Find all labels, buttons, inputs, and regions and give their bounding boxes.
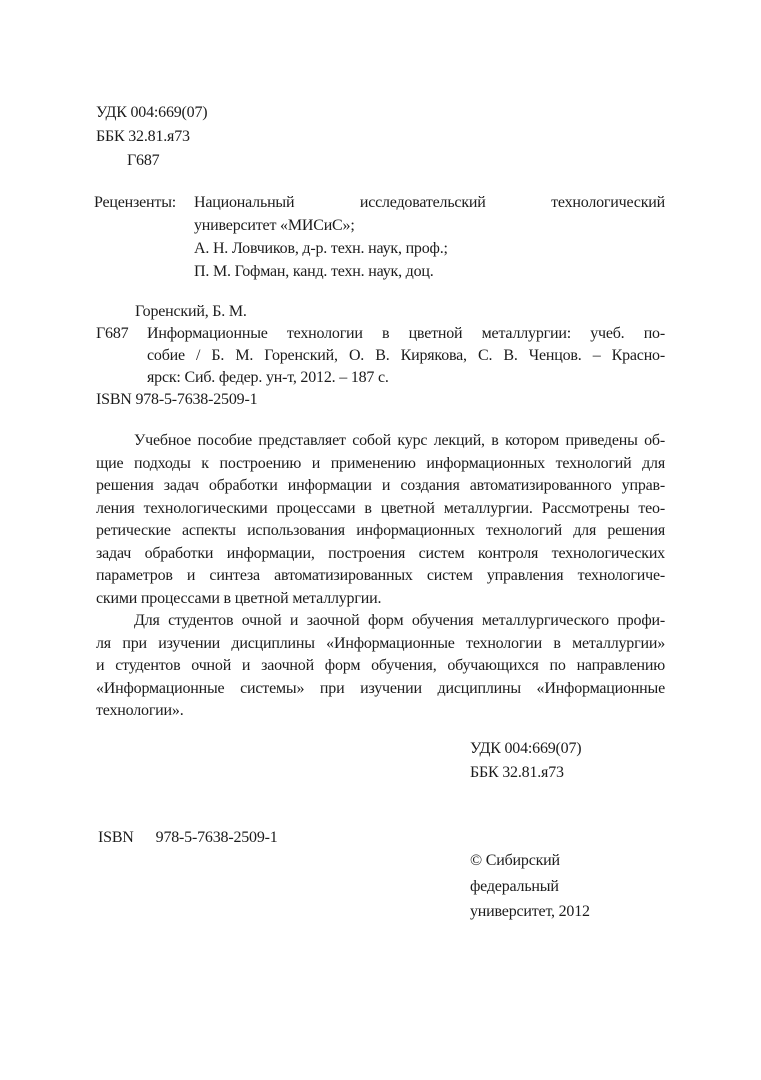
annotation-paragraph-2 — [96, 610, 665, 723]
text-line: © Сибирский — [470, 852, 560, 869]
text-line: собие / Б. М. Горенский, О. В. Кирякова, С. В. Ченцов. – Красно- — [147, 347, 665, 364]
text-line: скими процессами в цветной металлургии. — [96, 589, 382, 607]
text-line: П. М. Гофман, канд. техн. наук, доц. — [194, 263, 434, 280]
entry-code: Г687 — [96, 325, 129, 342]
text-line: университет «МИСиС»; — [194, 217, 355, 234]
reviewers-block — [94, 191, 665, 283]
annotation-block — [96, 430, 665, 723]
reviewers-label: Рецензенты: — [94, 194, 176, 211]
text-line: Информационные технологии в цветной металлургии: учеб. по- — [147, 325, 665, 342]
text-line: Национальный исследовательский технологический — [194, 194, 665, 211]
reviewers-list — [194, 191, 665, 283]
text-line: параметров и синтеза автоматизированных систем управления технологиче- — [96, 567, 665, 584]
text-line: щие подходы к построению и применению информационных технологий для — [96, 454, 665, 472]
bbk-code-bottom: ББК 32.81.я73 — [470, 763, 564, 781]
text-line: ления технологическими процессами в цветной металлургии. Рассмотрены тео- — [96, 499, 665, 517]
text-line: ретические аспекты использования информационных технологий для решения — [96, 522, 665, 539]
bbk-code: ББК 32.81.я73 — [96, 128, 190, 145]
author-heading: Горенский, Б. М. — [135, 303, 247, 320]
udk-code-bottom: УДК 004:669(07) — [470, 740, 582, 757]
catalog-codes-bottom — [470, 737, 690, 784]
text-line: Учебное пособие представляет собой курс лекций, в котором приведены об- — [134, 432, 665, 449]
text-line: технологии». — [96, 702, 184, 719]
text-line: федеральный — [470, 877, 559, 895]
text-line: и студентов очной и заочной форм обучения, обучающихся по направлению — [96, 657, 665, 674]
udk-code: УДК 004:669(07) — [96, 104, 208, 121]
bibliographic-entry — [96, 301, 665, 411]
isbn-number: 978-5-7638-2509-1 — [155, 829, 278, 846]
annotation-paragraph-1 — [96, 430, 665, 610]
isbn-label: ISBN — [98, 829, 134, 846]
isbn-inline: ISBN 978-5-7638-2509-1 — [96, 391, 258, 408]
text-line: ля при изучении дисциплины «Информационные технологии в металлургии» — [96, 634, 665, 652]
text-line: ярск: Сиб. федер. ун-т, 2012. – 187 с. — [147, 369, 389, 386]
author-sign-code: Г687 — [127, 152, 160, 169]
isbn-line-bottom — [98, 826, 278, 849]
catalog-card-entry — [96, 323, 665, 389]
text-line: Для студентов очной и заочной форм обучения металлургического профи- — [134, 612, 665, 629]
text-line: «Информационные системы» при изучении дисциплины «Информационные — [96, 679, 665, 697]
entry-description — [147, 323, 665, 389]
text-line: задач обработки информации, построения систем контроля технологических — [96, 544, 665, 562]
text-line: решения задач обработки информации и создания автоматизированного управ- — [96, 477, 665, 494]
catalog-codes-top — [96, 101, 396, 173]
copyright-block — [470, 848, 690, 925]
text-line: А. Н. Ловчиков, д-р. техн. наук, проф.; — [194, 240, 448, 257]
text-line: университет, 2012 — [470, 903, 590, 920]
